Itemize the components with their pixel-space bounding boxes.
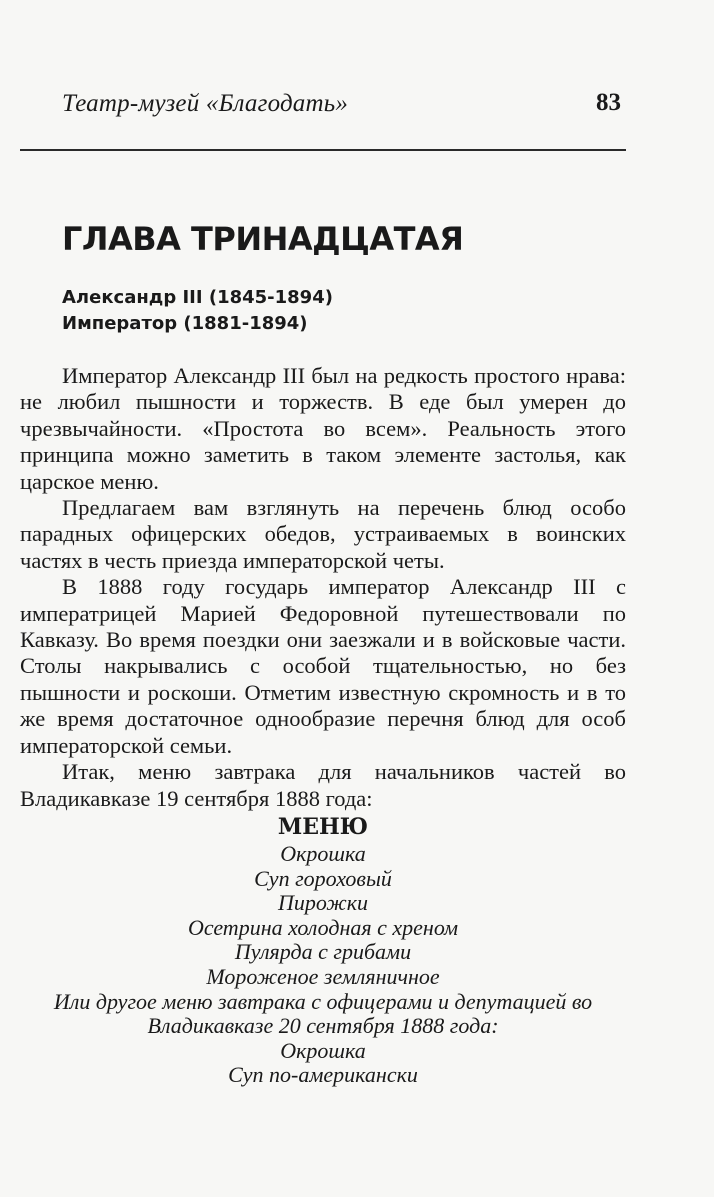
chapter-subtitle-reign: Император (1881-1894) [62, 313, 308, 334]
header-rule [20, 149, 626, 151]
menu-item: Окрошка [280, 841, 366, 866]
paragraph: Император Александр III был на редкость простого нрава: не любил пышности и торжеств. В еде был умерен до чрезвычайности. «Простота во всем». Реальность этого принципа можно заметить в таком элементе застолья, как царское меню. [20, 363, 626, 494]
menu-title: МЕНЮ [277, 814, 369, 840]
paragraph: Итак, меню завтрака для начальников частей во Владикавказе 19 сентября 1888 года: [20, 759, 626, 811]
menu-item: Суп гороховый [254, 865, 392, 891]
body-text [20, 363, 626, 812]
menu-block [20, 812, 626, 1088]
menu-item: Осетрина холодная с хреном [187, 914, 459, 940]
paragraph: Предлагаем вам взглянуть на перечень блюд особо парадных офицерских обедов, устраиваемых в воинских частях в честь приезда императорской четы. [20, 495, 626, 573]
menu-item: Мороженое земляничное [206, 963, 440, 989]
page-number: 83 [596, 89, 621, 116]
paragraph: В 1888 году государь император Александр III с императрицей Марией Федоровной путешествовали по Кавказу. Во время поездки они заезжали и в войсковые части. Столы накрывались с особой тщательностью, но без пышности и роскоши. Отметим известную скромность и в то же время достаточное однообразие перечня блюд для особ императорской семьи. [20, 574, 626, 758]
chapter-title: ГЛАВА ТРИНАДЦАТАЯ [62, 220, 464, 258]
menu-item: Окрошка [280, 1037, 366, 1063]
menu-item: Суп по-американски [228, 1062, 418, 1088]
menu-note: Или другое меню завтрака с офицерами и депутацией во Владикавказе 20 сентября 1888 года: [53, 988, 593, 1039]
menu-item: Пирожки [277, 890, 369, 916]
menu-item: Пулярда с грибами [234, 939, 412, 965]
running-title: Театр-музей «Благодать» [62, 90, 349, 117]
chapter-subtitle-name: Александр III (1845-1894) [62, 287, 333, 308]
